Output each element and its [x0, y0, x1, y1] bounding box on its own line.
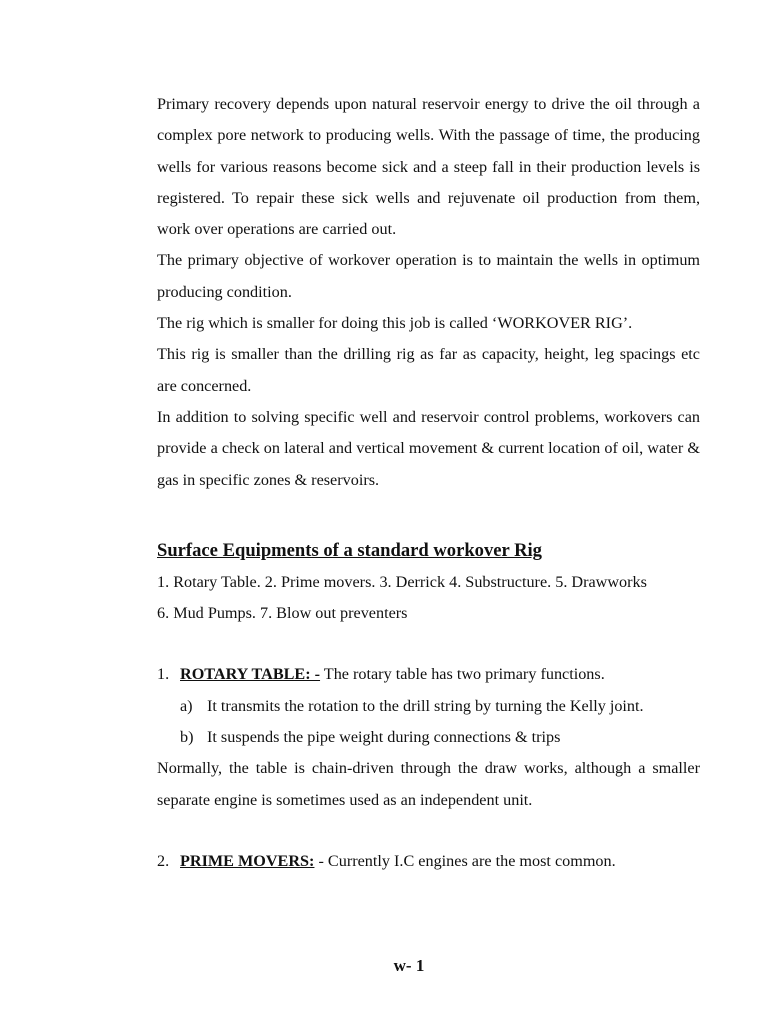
list-item-letter: b) — [180, 728, 194, 747]
intro-paragraph-2: The primary objective of workover operation is to maintain the wells in optimum producing condition. — [157, 251, 700, 301]
rotary-table-title: ROTARY TABLE: - — [180, 665, 321, 684]
list-item-text: It suspends the pipe weight during connections & trips — [207, 728, 561, 747]
list-item — [157, 691, 700, 722]
equipment-list-line-2: 6. Mud Pumps. 7. Blow out preventers — [157, 604, 408, 623]
rotary-table-heading — [157, 659, 700, 690]
section-heading: Surface Equipments of a standard workover Rig — [157, 539, 542, 561]
list-item-letter: a) — [180, 696, 193, 715]
equipment-list-line-1: 1. Rotary Table. 2. Prime movers. 3. Derrick 4. Substructure. 5. Drawworks — [157, 572, 647, 591]
intro-paragraph-4: This rig is smaller than the drilling rig as far as capacity, height, leg spacings etc are concerned. — [157, 345, 700, 395]
page-number: w- 1 — [393, 956, 425, 975]
list-item — [157, 722, 700, 753]
list-item-text: It transmits the rotation to the drill string by turning the Kelly joint. — [207, 696, 644, 715]
intro-paragraph-5: In addition to solving specific well and reservoir control problems, workovers can provide a check on lateral and vertical movement & current location of oil, water & gas in specific zones & reservoirs. — [157, 407, 700, 489]
rotary-table-note: Normally, the table is chain-driven through the draw works, although a smaller separate engine is sometimes used as an independent unit. — [157, 759, 700, 809]
prime-movers-lead: - Currently I.C engines are the most common. — [314, 851, 616, 870]
prime-movers-number: 2. — [157, 851, 170, 870]
rotary-table-lead: The rotary table has two primary functions. — [320, 665, 605, 684]
rotary-table-functions — [157, 691, 700, 754]
page-content — [157, 89, 700, 877]
prime-movers-heading — [157, 846, 700, 877]
intro-paragraph-3: The rig which is smaller for doing this job is called ‘WORKOVER RIG’. — [157, 314, 633, 333]
prime-movers-title: PRIME MOVERS: — [180, 851, 315, 870]
rotary-table-number: 1. — [157, 665, 170, 684]
intro-paragraph-1: Primary recovery depends upon natural reservoir energy to drive the oil through a complex pore network to producing wells. With the passage of time, the producing wells for various reasons become sick and a steep fall in their production levels is registered. To repair these sick wells and rejuvenate oil production from them, work over operations are carried out. — [157, 95, 700, 239]
